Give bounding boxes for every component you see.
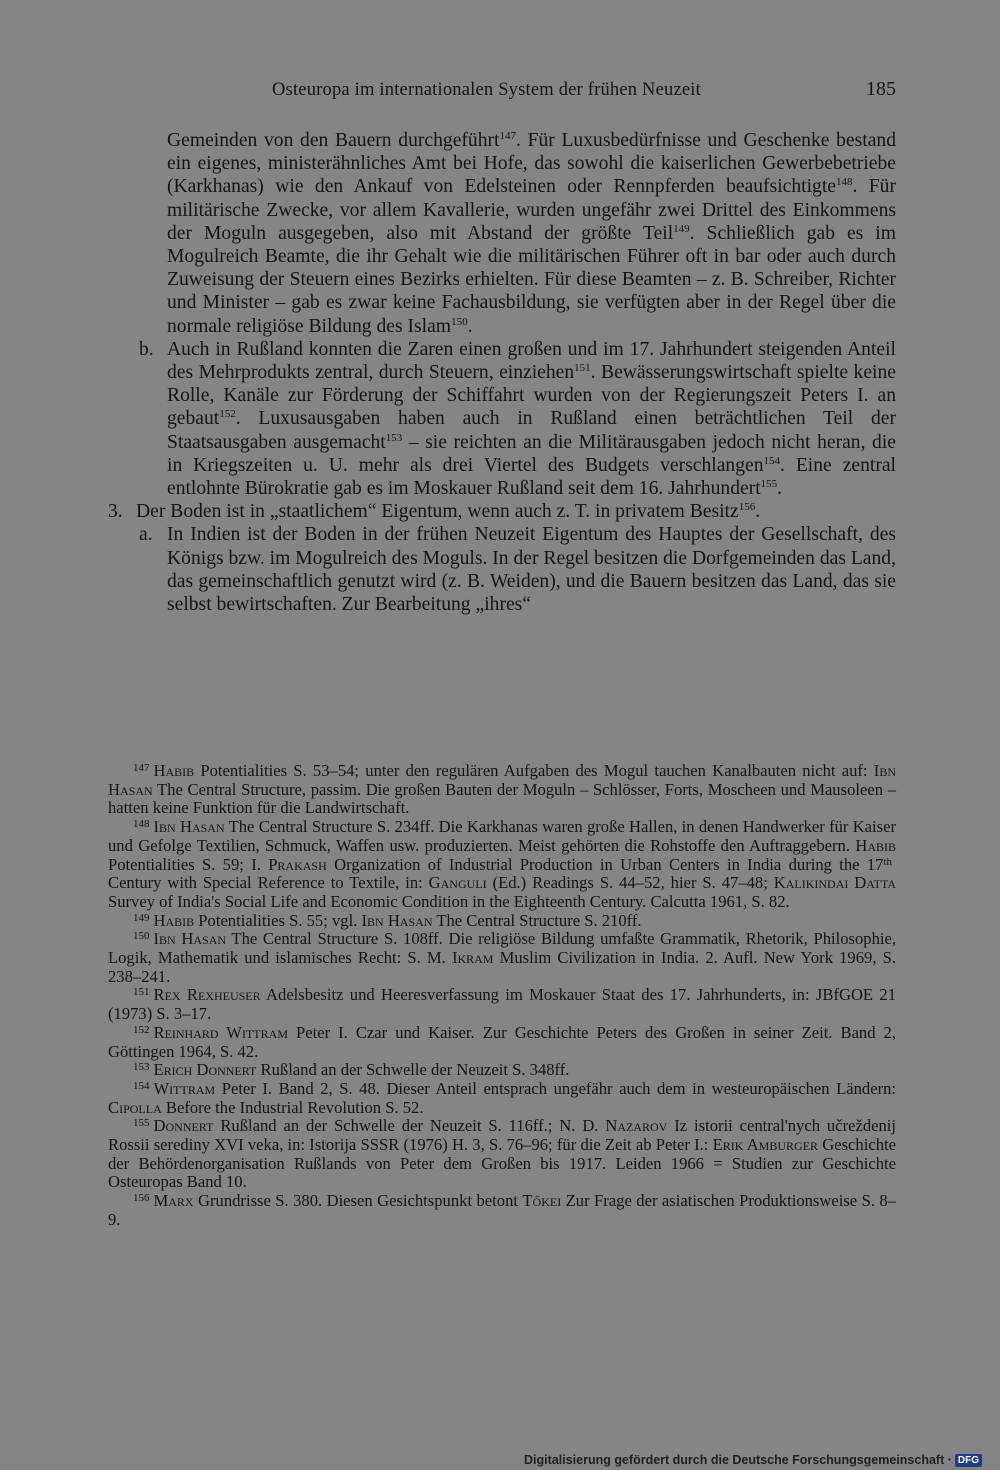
footnote-number: 147	[133, 762, 150, 774]
paragraph-mughal-expenses	[108, 129, 896, 338]
text-span: (Ed.) Readings S. 44–52, hier S. 47–48;	[486, 873, 774, 893]
text-span: Before the Industrial Revolution S. 52.	[161, 1097, 424, 1117]
footnote-147	[108, 762, 896, 818]
text-span: . Für Luxusbedürfnisse und Geschenke bestand ein eigenes, ministerähnliches Amt bei Hofe, das sowohl die kaiserlichen Gewerbebetriebe (Karkhanas) wie den Ankauf von Edelsteinen oder Rennpferden beaufsichtigte	[167, 130, 896, 198]
text-span: . Schließlich gab es im Mogulreich Beamte, die ihr Gehalt wie die militärischen Führer oft in bar oder auch durch Zuweisung der Steuern eines Bezirks erhielten. Für diese Beamten – z. B. Schreiber, Richter und Minister – gab es zwar keine Fachausbildung, sie verfügten aber in der Regel über die normale religiöse Bildung des Islam	[167, 222, 896, 337]
text-span: . Luxusausgaben haben auch in Rußland einen beträchtlichen Teil der Staatsausgaben ausgemacht	[167, 408, 896, 453]
text-span: Rußland an der Schwelle der Neuzeit S. 116ff.; N. D.	[213, 1116, 606, 1136]
superscript: th	[883, 855, 892, 868]
footnote-ref: 147	[499, 130, 516, 142]
author-name: Ibn Hasan	[153, 929, 227, 949]
text-span: The Central Structure S. 234ff. Die Karkhanas waren große Hallen, in denen Handwerker für Kaiser und Gefolge Textilien, Schmuck, Waffen usw. produzierten. Meist gehörten die Rohstoffe den Auftraggebern.	[108, 817, 897, 855]
author-name: Cipolla	[108, 1097, 162, 1117]
text-span: The Central Structure S. 210ff.	[432, 910, 642, 930]
text-span: The Central Structure S. 108ff. Die religiöse Bildung umfaßte Grammatik, Rhetorik, Philosophie, Logik, Mathematik und islamisches Recht: S. M.	[108, 929, 897, 968]
author-name: Kalikindai Datta	[773, 873, 896, 893]
author-name: Ibn Hasan	[153, 817, 225, 837]
footnote-ref: 156	[738, 501, 756, 514]
text-span: Gemeinden von den Bauern durchgeführt	[167, 130, 500, 151]
text-span: Geschichte der Behördenorganisation Rußlands von Peter dem Großen bis 1917. Leiden 1966 = Studien zur Geschichte Osteuropas Band 10.	[108, 1135, 896, 1192]
list-marker: 3.	[108, 501, 123, 523]
footnote-149	[108, 912, 896, 931]
text-span: Auch in Rußland konnten die Zaren einen großen und im 17. Jahrhundert steigenden Anteil des Mehrprodukts zentral, durch Steuern, einziehen	[167, 338, 896, 384]
text-span: Potentialities S. 59; I.	[108, 854, 269, 874]
list-item-3-land	[108, 500, 896, 523]
text-span: Zur Frage der asiatischen Produktionsweise S. 8–9.	[108, 1191, 896, 1229]
main-text	[108, 129, 896, 616]
page-number: 185	[866, 78, 896, 100]
footnote-number: 151	[133, 986, 150, 999]
footnote-153	[108, 1061, 896, 1080]
dfg-logo[interactable]: DFG	[955, 1454, 982, 1467]
footnote-number: 156	[133, 1192, 150, 1205]
author-name: Ibn Hasan	[361, 910, 433, 930]
footnote-155	[108, 1117, 896, 1192]
author-name: Erik Amburger	[712, 1135, 819, 1155]
text-span: Potentialities S. 53–54; unter den regulären Aufgaben des Mogul tauchen Kanalbauten nicht auf:	[194, 761, 874, 780]
author-name: Ganguli	[428, 873, 487, 893]
author-name: Tőkei	[522, 1191, 562, 1211]
text-span: .	[755, 501, 761, 523]
footnote-152	[108, 1024, 896, 1061]
text-span: Iz istorii central'nych učreždenij Rossii serediny XVI veka, in: Istorija SSSR (1976) H. 3, S. 76–96; für die Zeit ab Peter I.:	[108, 1116, 896, 1155]
list-item-b-russia	[108, 338, 896, 500]
author-name: Donnert	[153, 1116, 214, 1136]
text-span: Century with Special Reference to Textile, in:	[108, 873, 429, 893]
text-span: Potentialities S. 55; vgl.	[194, 910, 362, 930]
footnote-number: 150	[133, 930, 150, 943]
text-span: Peter I. Band 2, S. 48. Dieser Anteil entsprach ungefähr auch dem in westeuropäischen Ländern:	[215, 1078, 896, 1098]
digitization-credit	[524, 1453, 982, 1467]
footnote-ref: 153	[385, 431, 403, 444]
footnote-ref: 154	[763, 454, 780, 467]
text-span: – sie reichten an die Militärausgaben jedoch nicht heran, die in Kriegszeiten u. U. mehr als drei Viertel des Budgets verschlangen	[167, 431, 896, 476]
text-span: Grundrisse S. 380. Diesen Gesichtspunkt betont	[193, 1191, 523, 1211]
author-name: Wittram	[153, 1078, 216, 1098]
list-item-a-india	[108, 523, 896, 616]
author-name: Ibn Hasan	[108, 761, 896, 799]
author-name: Nazarov	[605, 1116, 668, 1136]
footnote-ref: 149	[673, 222, 690, 235]
author-name: Rex Rexheuser	[153, 985, 261, 1005]
footnote-ref: 152	[219, 408, 236, 421]
text-span: Survey of India's Social Life and Economic Condition in the Eighteenth Century. Calcutta 1961, S. 82.	[108, 891, 790, 911]
footnote-148	[108, 818, 896, 912]
footnote-151	[108, 986, 896, 1023]
author-name: Habib	[855, 835, 896, 855]
footnote-150	[108, 930, 896, 986]
text-span: In Indien ist der Boden in der frühen Neuzeit Eigentum des Hauptes der Gesellschaft, des Königs bzw. im Mogulreich des Moguls. In der Regel besitzen die Dorfgemeinden das Land, das gemeinschaftlich genutzt wird (z. B. Weiden), und die Bauern besitzen das Land, das sie selbst bewirtschaften. Zur Bearbeitung „ihres“	[167, 524, 896, 616]
text-span: Peter I. Czar und Kaiser. Zur Geschichte Peters des Großen in seiner Zeit. Band 2, Göttingen 1964, S. 42.	[108, 1022, 897, 1061]
author-name: Ikram	[451, 948, 494, 968]
text-span: Der Boden ist in „staatlichem“ Eigentum, wenn auch z. T. in privatem Besitz	[136, 501, 739, 523]
footnote-156	[108, 1192, 896, 1229]
footnote-154	[108, 1080, 896, 1117]
credit-text: Digitalisierung gefördert durch die Deutsche Forschungsgemeinschaft ·	[524, 1453, 952, 1467]
text-span: . Eine zentral entlohnte Bürokratie gab es im Moskauer Rußland seit dem 16. Jahrhundert	[167, 454, 896, 500]
footnote-ref: 155	[760, 478, 778, 491]
footnote-ref: 151	[574, 362, 591, 375]
text-span: Muslim Civilization in India. 2. Aufl. New York 1969, S. 238–241.	[108, 948, 896, 986]
footnote-number: 153	[133, 1061, 150, 1074]
text-span: .	[467, 315, 473, 337]
text-span: The Central Structure, passim. Die großen Bauten der Moguln – Schlösser, Forts, Moscheen und Mausoleen – hatten keine Funktion für die Landwirtschaft.	[108, 779, 896, 818]
text-span: Rußland an der Schwelle der Neuzeit S. 348ff.	[256, 1060, 570, 1080]
author-name: Reinhard Wittram	[153, 1022, 288, 1042]
footnote-number: 152	[133, 1023, 150, 1036]
text-span: .	[777, 478, 783, 500]
text-span: Adelsbesitz und Heeresverfassung im Moskauer Staat des 17. Jahrhunderts, in: JBfGOE 21 (1973) S. 3–17.	[108, 985, 896, 1024]
author-name: Prakash	[268, 854, 327, 874]
text-span: Organization of Industrial Production in Urban Centers in India during the 17	[326, 854, 884, 874]
footnote-number: 149	[133, 911, 150, 924]
author-name: Habib	[153, 761, 195, 780]
author-name: Marx	[153, 1191, 194, 1211]
footnote-number: 154	[133, 1079, 150, 1092]
author-name: Erich Donnert	[153, 1060, 257, 1080]
footnote-ref: 150	[451, 315, 468, 328]
list-marker: b.	[139, 338, 154, 360]
footnote-number: 155	[133, 1117, 150, 1130]
footnote-ref: 148	[835, 176, 853, 189]
author-name: Habib	[153, 910, 195, 930]
text-span: . Bewässerungswirtschaft spielte keine Rolle, Kanäle zur Förderung der Schiffahrt wurden von der Regierungszeit Peters I. an gebaut	[167, 362, 896, 430]
footnote-number: 148	[133, 818, 150, 831]
list-marker: a.	[139, 524, 153, 546]
running-header: Osteuropa im internationalen System der frühen Neuzeit	[272, 80, 701, 100]
text-span: . Für militärische Zwecke, vor allem Kavallerie, wurden ungefähr zwei Drittel des Einkommens der Moguln ausgegeben, also mit Abstand der größte Teil	[167, 176, 896, 244]
footnotes	[108, 762, 896, 1230]
